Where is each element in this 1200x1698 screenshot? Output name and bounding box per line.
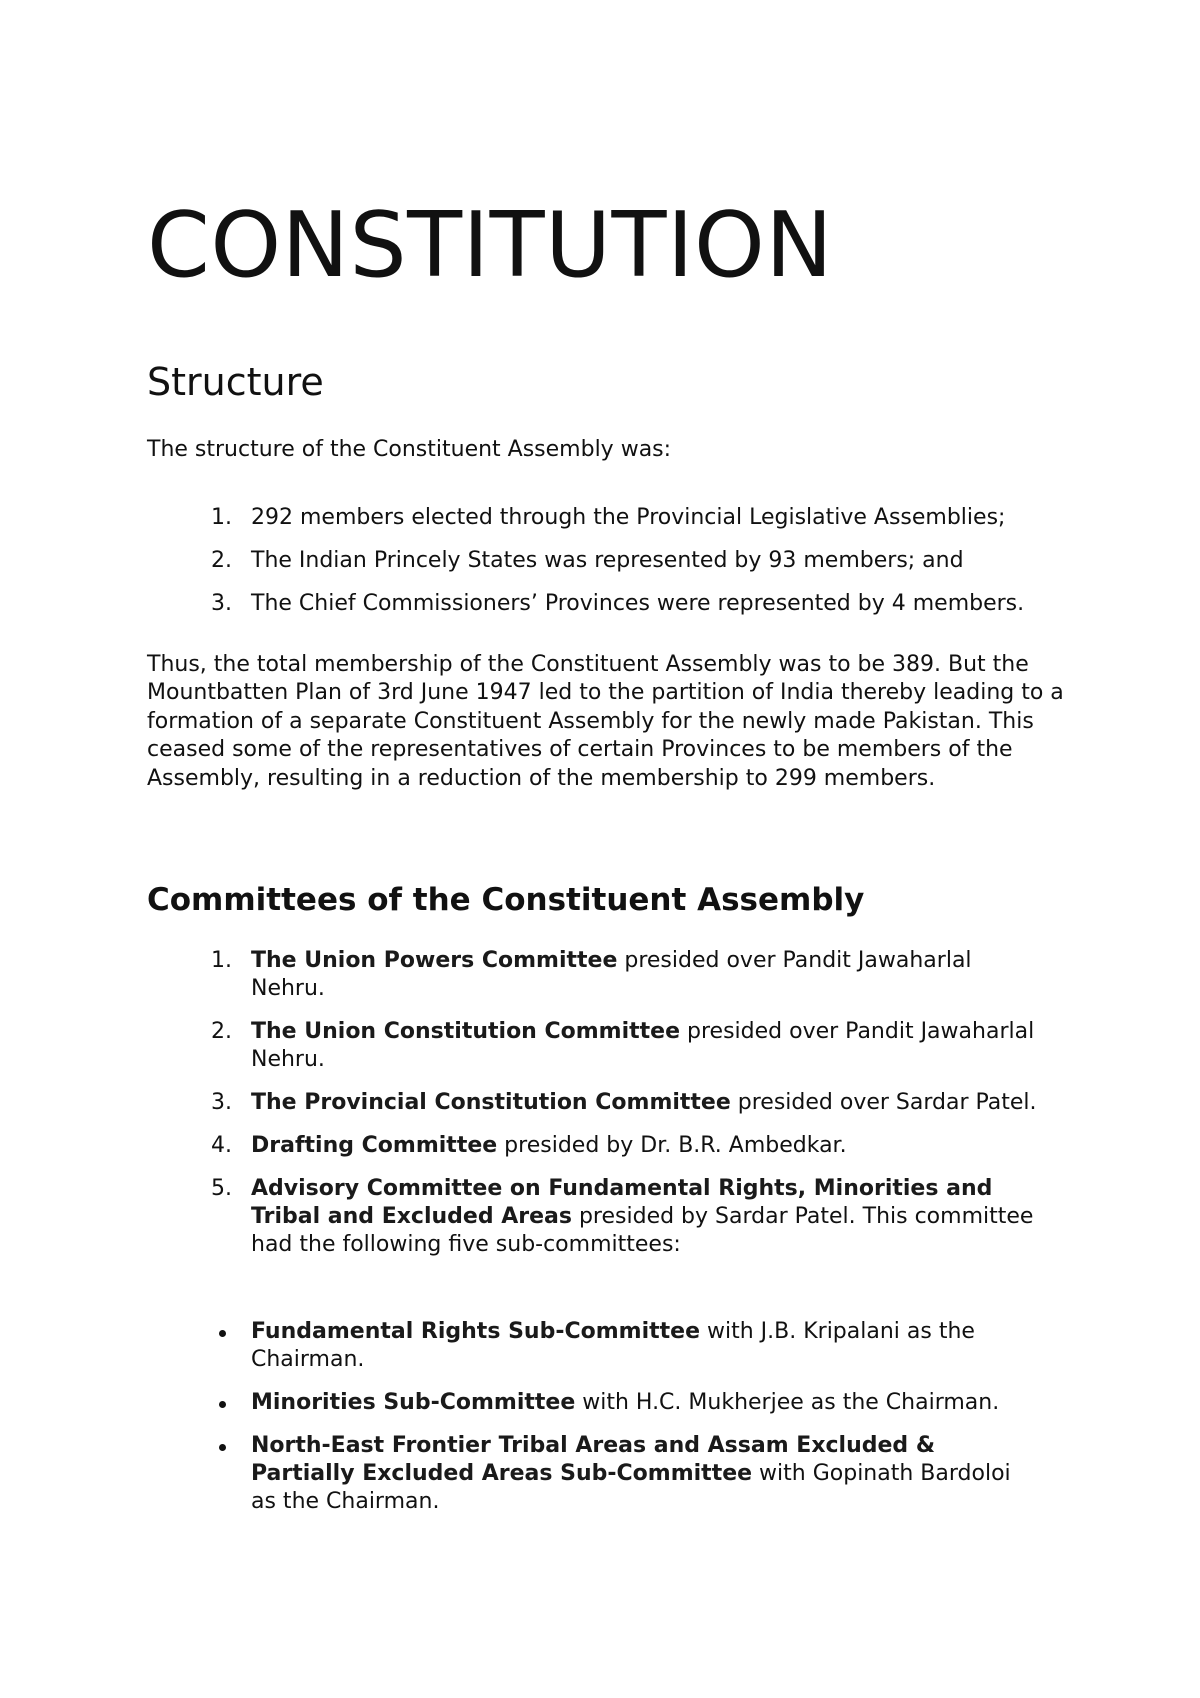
- committee-list-item: [211, 1132, 1041, 1160]
- structure-intro: The structure of the Constituent Assembly was:: [147, 437, 672, 462]
- bullet-icon: [219, 1401, 226, 1408]
- bullet-icon: [219, 1330, 226, 1337]
- subcommittee-name: North-East Frontier Tribal Areas and Assam Excluded & Partially Excluded Areas Sub-Committee: [251, 1433, 936, 1486]
- committee-description: presided over Pandit Jawaharlal Nehru.: [251, 1019, 1035, 1072]
- structure-list-item: [211, 590, 1041, 618]
- committee-description: presided over Pandit Jawaharlal Nehru.: [251, 948, 972, 1001]
- committee-list-item: [211, 1089, 1041, 1117]
- committee-name: Drafting Committee: [251, 1133, 498, 1158]
- list-number: 1.: [211, 948, 232, 973]
- committee-description: presided by Sardar Patel. This committee had the following five sub-committees:: [251, 1204, 1034, 1257]
- list-number: 1.: [211, 505, 232, 530]
- structure-heading: Structure: [147, 360, 324, 404]
- structure-list-item: [211, 547, 1041, 575]
- document-title: CONSTITUTION: [147, 193, 834, 298]
- subcommittee-list-item: [211, 1389, 1041, 1417]
- structure-summary-paragraph: Thus, the total membership of the Constituent Assembly was to be 389. But the Mountbatten Plan of 3rd June 1947 led to the partition of India thereby leading to a formation of a separate Constituent Assembly for the newly made Pakistan. This ceased some of the representatives of certain Provinces to be members of the Assembly, resulting in a reduction of the membership to 299 members.: [147, 652, 1064, 791]
- structure-list-item: [211, 504, 1041, 532]
- subcommittee-description: with J.B. Kripalani as the Chairman.: [251, 1319, 975, 1372]
- list-number: 2.: [211, 1019, 232, 1044]
- list-number: 3.: [211, 591, 232, 616]
- committees-list: [211, 947, 1041, 1259]
- committee-description: presided over Sardar Patel.: [730, 1090, 1037, 1115]
- list-number: 4.: [211, 1133, 232, 1158]
- list-item-text: The Indian Princely States was represented by 93 members; and: [251, 548, 964, 573]
- list-item-text: 292 members elected through the Provincial Legislative Assemblies;: [251, 505, 1006, 530]
- subcommittee-list-item: [211, 1432, 1041, 1516]
- committee-description: presided by Dr. B.R. Ambedkar.: [497, 1133, 847, 1158]
- structure-list: [211, 504, 1041, 618]
- list-item-text: The Chief Commissioners’ Provinces were represented by 4 members.: [251, 591, 1025, 616]
- bullet-icon: [219, 1444, 226, 1451]
- list-number: 2.: [211, 548, 232, 573]
- subcommittee-name: Minorities Sub-Committee: [251, 1390, 576, 1415]
- subcommittee-name: Fundamental Rights Sub-Committee: [251, 1319, 700, 1344]
- committee-name: The Union Constitution Committee: [251, 1019, 681, 1044]
- subcommittee-description: with Gopinath Bardoloi as the Chairman.: [251, 1461, 1011, 1514]
- subcommittee-list-item: [211, 1318, 1041, 1374]
- subcommittee-description: with H.C. Mukherjee as the Chairman.: [575, 1390, 1000, 1415]
- committee-name: Advisory Committee on Fundamental Rights, Minorities and Tribal and Excluded Areas: [251, 1176, 993, 1229]
- list-number: 3.: [211, 1090, 232, 1115]
- committee-list-item: [211, 947, 1041, 1003]
- committee-list-item: [211, 1018, 1041, 1074]
- committee-name: The Union Powers Committee: [251, 948, 618, 973]
- subcommittees-list: [211, 1318, 1041, 1516]
- committees-heading: Committees of the Constituent Assembly: [147, 882, 865, 918]
- committee-list-item: [211, 1175, 1041, 1259]
- committee-name: The Provincial Constitution Committee: [251, 1090, 731, 1115]
- list-number: 5.: [211, 1176, 232, 1201]
